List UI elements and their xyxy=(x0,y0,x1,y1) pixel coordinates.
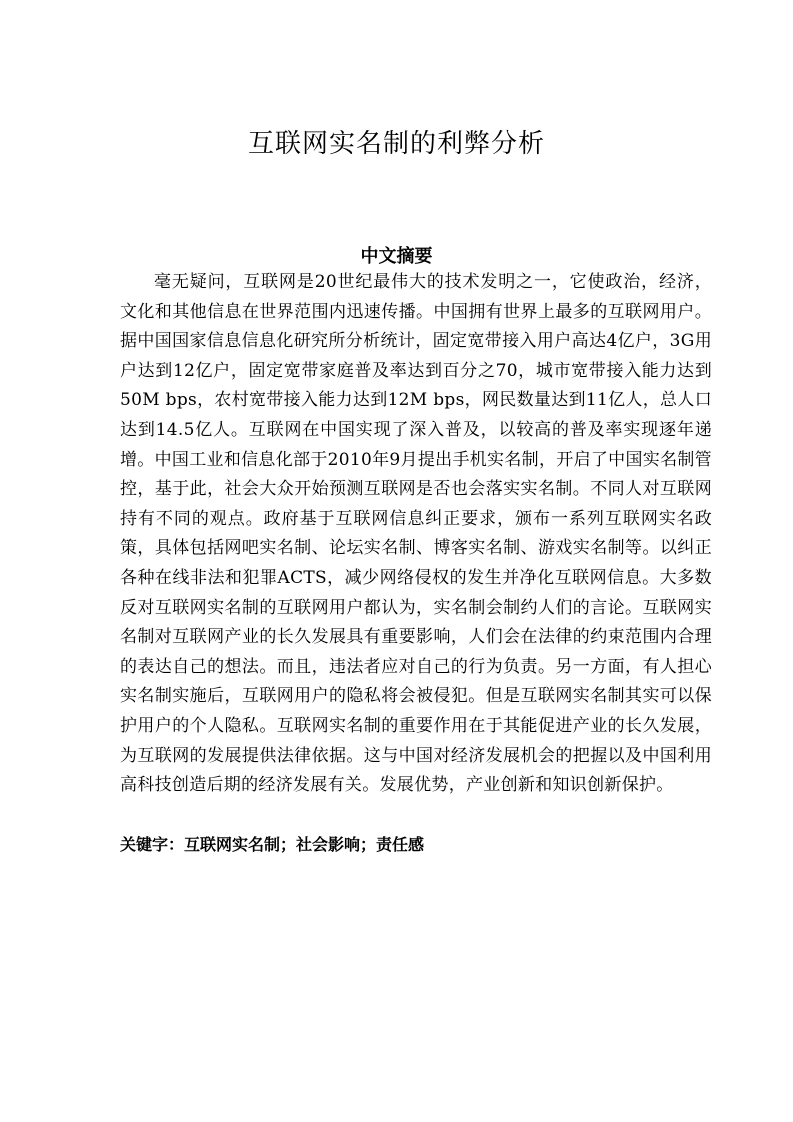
document-title: 互联网实名制的利弊分析 xyxy=(247,129,545,159)
keywords-line: 关键字：互联网实名制；社会影响；责任感 xyxy=(120,835,425,854)
abstract-heading: 中文摘要 xyxy=(360,246,433,267)
abstract-body: 毫无疑问，互联网是20世纪最伟大的技术发明之一，它使政治，经济，文化和其他信息在世界范围内迅速传播。中国拥有世界上最多的互联网用户。据中国国家信息信息化研究所分析统计，固定宽带接入用户高达4亿户，3G用户达到12亿户，固定宽带家庭普及率达到百分之70，城市宽带接入能力达到50M bps，农村宽带接入能力达到12M bps，网民数量达到11亿人，总人口达到14.5亿人。互联网在中国实现了深入普及，以较高的普及率实现逐年递增。中国工业和信息化部于2010年9月提出手机实名制，开启了中国实名制管控，基于此，社会大众开始预测互联网是否也会落实实名制。不同人对互联网持有不同的观点。政府基于互联网信息纠正要求，颁布一系列互联网实名政策，具体包括网吧实名制、论坛实名制、博客实名制、游戏实名制等。以纠正各种在线非法和犯罪ACTS，减少网络侵权的发生并净化互联网信息。大多数反对互联网实名制的互联网用户都认为，实名制会制约人们的言论。互联网实名制对互联网产业的长久发展具有重要影响，人们会在法律的约束范围内合理的表达自己的想法。而且，违法者应对自己的行为负责。另一方面，有人担心实名制实施后，互联网用户的隐私将会被侵犯。但是互联网实名制其实可以保护用户的个人隐私。互联网实名制的重要作用在于其能促进产业的长久发展，为互联网的发展提供法律依据。这与中国对经济发展机会的把握以及中国利用高科技创造后期的经济发展有关。发展优势，产业创新和知识创新保护。 xyxy=(120,272,712,796)
